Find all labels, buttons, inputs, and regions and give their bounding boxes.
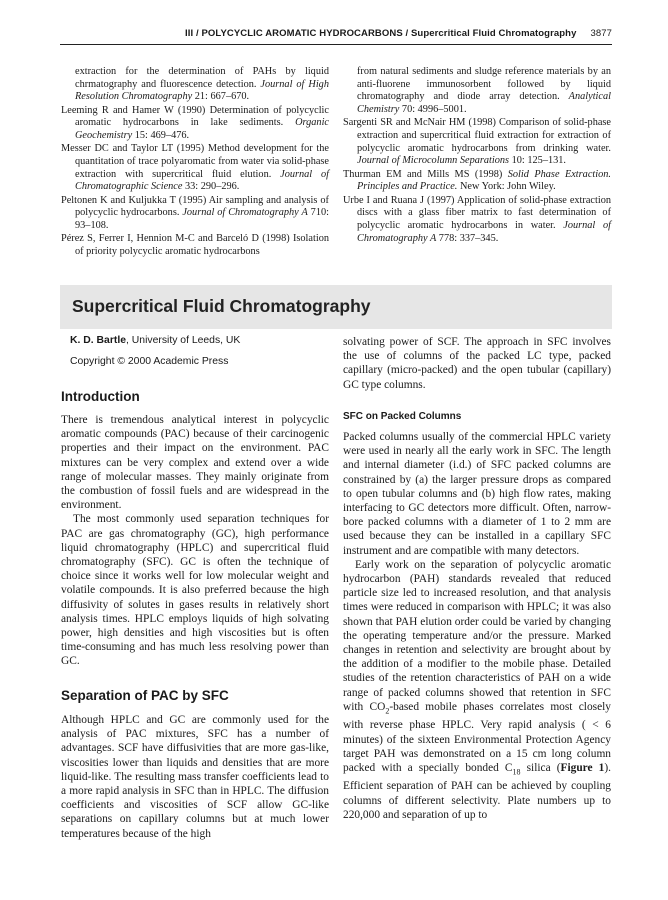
reference-journal: Journal of High Resolution Chromatography <box>75 78 329 103</box>
co2-subscript: 2 <box>385 706 390 716</box>
reference-text: 10: 125–131. <box>509 155 566 167</box>
author-line <box>70 335 240 346</box>
intro-paragraph-2: The most commonly used separation techniques for PAC are gas chromatography (GC), high performance liquid chromatography (HPLC) and supercritical fluid chromatography (SFC). GC is often the technique of choice since it works well for low molecular weight and volatile compounds. It is also preferred because the high diffusivity of solutes in gases results in relatively short analysis times. HPLC employs liquids of high solvating power, high densities and high viscosities but is often time-consuming and has much less resolving power than GC. <box>61 513 329 668</box>
reference-journal: Journal of Chromatography A <box>357 219 611 244</box>
reference-journal: Solid Phase Extraction. Principles and Practice. <box>357 168 611 193</box>
reference-entry <box>61 233 329 258</box>
reference-text: Urbe I and Ruana J (1997) Application of solid-phase extraction discs with a glass fiber matrix to fast determination of polycyclic aromatic hydrocarbons in water. <box>343 194 611 231</box>
intro-paragraph-1: There is tremendous analytical interest in polycyclic aromatic compounds (PAC) because of their carcinogenic properties and their impact on the environment. PAC mixtures can be very complex and extend over a wide range of molecular masses. They mainly originate from the combustion of fossil fuels and are widespread in the environment. <box>61 414 329 512</box>
figure-1-reference[interactable]: Figure 1 <box>560 761 605 774</box>
reference-text: Thurman EM and Mills MS (1998) <box>343 168 508 180</box>
running-header <box>60 28 612 45</box>
reference-journal: Journal of Chromatography A <box>182 207 308 219</box>
reference-text: Leeming R and Hamer W (1990) Determination of polycyclic aromatic hydrocarbons in lake sediments. <box>61 104 329 129</box>
reference-journal: Analytical Chemistry <box>357 91 611 116</box>
page-number: 3877 <box>590 28 612 39</box>
copyright-line: Copyright © 2000 Academic Press <box>70 356 229 367</box>
reference-entry <box>343 195 611 246</box>
packed-p2-text-b: -based mobile phases correlates most closely with reverse phase HPLC. Very rapid analysis ( < 6 minutes) of the sixteen Environmental Protection Agency target PAH was demonstrated on a 15 cm long column packed with a specially bonded C <box>343 700 611 774</box>
reference-text: 710: 93–108. <box>75 207 329 231</box>
reference-text: 70: 4996–5001. <box>399 104 467 116</box>
packed-p2-text-c: silica ( <box>520 761 561 774</box>
packed-text <box>343 430 611 822</box>
reference-entry <box>343 117 611 168</box>
reference-text: Messer DC and Taylor LT (1995) Method development for the quantitation of trace polyaromatic from water via solid-phase extraction with supercritical fluid elution. <box>61 143 329 180</box>
article-title: Supercritical Fluid Chromatography <box>72 296 371 316</box>
heading-packed-columns: SFC on Packed Columns <box>343 411 462 422</box>
reference-text: 21: 667–670. <box>192 91 250 103</box>
reference-text: Pérez S, Ferrer I, Hennion M-C and Barceló D (1998) Isolation of priority polycyclic aromatic hydrocarbons <box>61 233 329 257</box>
reference-entry <box>343 66 611 117</box>
author-name: K. D. Bartle <box>70 335 127 346</box>
reference-entry <box>343 169 611 194</box>
reference-entry <box>61 66 329 104</box>
reference-journal: Organic Geochemistry <box>75 117 329 142</box>
reference-text: extraction for the determination of PAHs by liquid chrmatography and fluorescence detection. <box>75 66 329 90</box>
reference-text: 15: 469–476. <box>132 130 190 142</box>
separation-text <box>61 713 329 841</box>
reference-entry <box>61 143 329 194</box>
reference-journal: Journal of Chromatographic Science <box>75 168 329 193</box>
reference-entry <box>61 105 329 143</box>
separation-text-continued <box>343 335 611 392</box>
references-left-column <box>61 66 329 259</box>
reference-journal: Journal of Microcolumn Separations <box>357 155 510 167</box>
intro-text <box>61 413 329 669</box>
c18-subscript: 18 <box>512 767 521 777</box>
reference-text: 778: 337–345. <box>436 232 499 244</box>
references-right-column <box>343 66 611 246</box>
packed-paragraph-2 <box>343 558 611 822</box>
separation-paragraph-1-cont: solvating power of SCF. The approach in SFC involves the use of columns of the packed LC type, packed capillary (micro-packed) and the open tubular (capillary) GC type columns. <box>343 336 611 391</box>
reference-entry <box>61 195 329 233</box>
author-affiliation: , University of Leeds, UK <box>126 335 241 346</box>
heading-introduction: Introduction <box>61 389 140 404</box>
packed-p2-text-a: Early work on the separation of polycyclic aromatic hydrocarbon (PAH) standards revealed that reduced particle size led to increased resolution, and that analysis times were reduced in comparison with HPLC; it was also shown that PAH elution order could be varied by changing the operating temperature and/or the pressure. Marked changes in retention and selectivity are brought about by the addition of a modifier to the mobile phase. Detailed studies of the retention characteristics of PAH on a wide range of packed columns showed that retention in SFC with <box>343 558 611 713</box>
heading-separation: Separation of PAC by SFC <box>61 688 229 703</box>
co2-formula: CO <box>369 700 386 713</box>
article-title-banner <box>60 285 612 329</box>
packed-p2-text-d: ). Efficient separation of PAH can be achieved by coupling columns of different selectivity. Plate numbers up to 220,000 and separation of up to <box>343 761 611 821</box>
reference-text: from natural sediments and sludge reference materials by an anti-fluorene immunosorbent followed by liquid chromatography and diode array detection. <box>357 66 611 103</box>
reference-text: Sargenti SR and McNair HM (1998) Comparison of solid-phase extraction and supercritical fluid extraction for extraction of polycyclic aromatic hydrocarbons from drinking water. <box>343 117 611 154</box>
packed-paragraph-1: Packed columns usually of the commercial HPLC variety were used in nearly all the early work in SFC. The length and internal diameter (i.d.) of SFC packed columns are constrained by (a) the larger pressure drops as compared to open tubular columns and (b) high flow rates, making interfacing to GC detectors more difficult. Often, narrow-bore packed columns with a diameter of 1 to 2 mm are used because they can be installed in a capillary SFC instrument and are compatible with many detectors. <box>343 431 611 557</box>
reference-text: New York: John Wiley. <box>457 181 556 193</box>
running-title: III / POLYCYCLIC AROMATIC HYDROCARBONS / Supercritical Fluid Chromatography <box>185 28 577 39</box>
separation-paragraph-1: Although HPLC and GC are commonly used for the analysis of PAC mixtures, SFC has a number of advantages. SCF have diffusivities that are more gas-like, viscosities lower than liquids and densities that are more liquid-like. The resulting mass transfer coefficients lead to a more rapid analysis in SFC than in HPLC. The diffusion coefficients and viscosities of SCF allow GC-like separations on capillary columns but at much lower temperatures because of the high <box>61 714 329 840</box>
reference-text: 33: 290–296. <box>182 181 240 193</box>
reference-text: Peltonen K and Kuljukka T (1995) Air sampling and analysis of polycyclic hydrocarbons. <box>61 194 329 219</box>
